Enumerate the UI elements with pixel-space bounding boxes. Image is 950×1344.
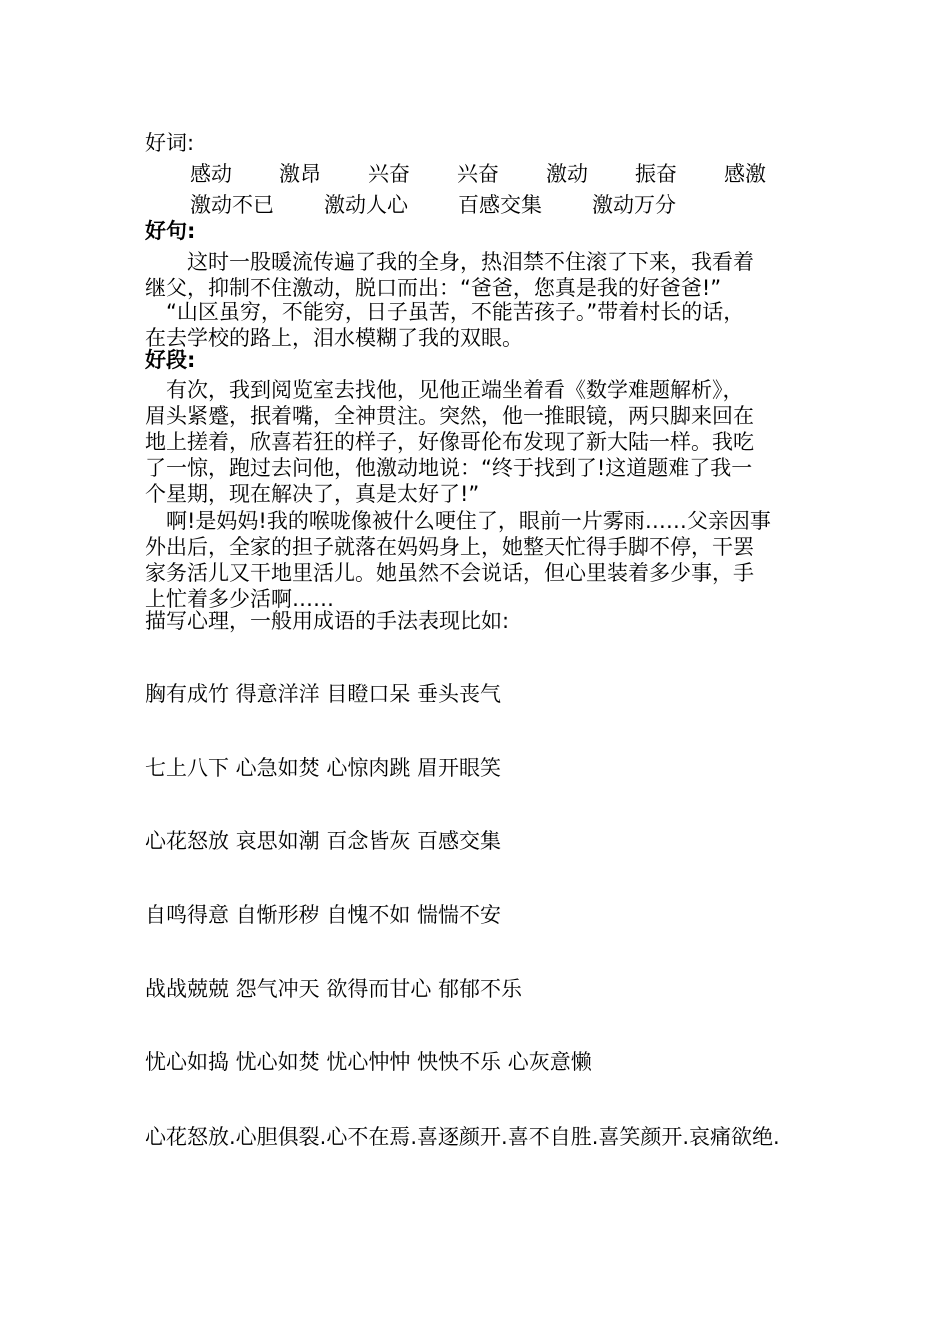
idiom-line: 心花怒放 哀思如潮 百念皆灰 百感交集 bbox=[145, 829, 502, 853]
paragraph-line: 啊!是妈妈!我的喉咙像被什么哽住了，眼前一片雾雨……父亲因事 bbox=[145, 509, 771, 533]
word-item: 激动人心 bbox=[324, 193, 408, 217]
word-item: 振奋 bbox=[635, 162, 677, 186]
word-item: 感动 bbox=[190, 162, 232, 186]
word-item: 激动 bbox=[546, 162, 588, 186]
idioms-intro: 描写心理，一般用成语的手法表现比如: bbox=[145, 609, 510, 633]
word-item: 兴奋 bbox=[457, 162, 499, 186]
word-item: 激昂 bbox=[279, 162, 321, 186]
idiom-line: 七上八下 心急如焚 心惊肉跳 眉开眼笑 bbox=[145, 756, 502, 780]
sentence-2 bbox=[145, 299, 810, 351]
paragraph-line: 有次，我到阅览室去找他，见他正端坐着看《数学难题解析》， bbox=[145, 378, 744, 402]
good-paragraphs-heading: 好段: bbox=[145, 348, 196, 372]
good-sentences-heading: 好句: bbox=[145, 219, 196, 243]
good-words-row-2 bbox=[190, 192, 676, 218]
sentence-line: “山区虽穷，不能穷，日子虽苦，不能苦孩子。”带着村长的话， bbox=[145, 300, 745, 324]
paragraph-1 bbox=[145, 377, 810, 507]
paragraph-line: 眉头紧蹙，抿着嘴，全神贯注。突然，他一推眼镜，两只脚来回在 bbox=[145, 404, 754, 428]
word-item: 激动不已 bbox=[190, 193, 274, 217]
sentence-line: 继父，抑制不住激动，脱口而出：“爸爸，您真是我的好爸爸!” bbox=[145, 276, 722, 300]
paragraph-line: 上忙着多少活啊…… bbox=[145, 587, 334, 611]
idiom-line: 胸有成竹 得意洋洋 目瞪口呆 垂头丧气 bbox=[145, 682, 502, 706]
word-item: 感激 bbox=[724, 162, 766, 186]
paragraph-2 bbox=[145, 508, 810, 612]
paragraph-line: 了一惊，跑过去问他，他激动地说：“终于找到了!这道题难了我一 bbox=[145, 456, 753, 480]
sentence-1 bbox=[145, 249, 810, 301]
paragraph-line: 家务活儿又干地里活儿。她虽然不会说话，但心里装着多少事，手 bbox=[145, 561, 754, 585]
idiom-line: 自鸣得意 自惭形秽 自愧不如 惴惴不安 bbox=[145, 903, 502, 927]
idiom-line: 战战兢兢 怨气冲天 欲得而甘心 郁郁不乐 bbox=[145, 977, 523, 1001]
sentence-line: 在去学校的路上，泪水模糊了我的双眼。 bbox=[145, 326, 523, 350]
word-item: 百感交集 bbox=[458, 193, 542, 217]
sentence-line: 这时一股暖流传遍了我的全身，热泪禁不住滚了下来，我看着 bbox=[145, 250, 754, 274]
idiom-line: 忧心如捣 忧心如焚 忧心忡忡 怏怏不乐 心灰意懒 bbox=[145, 1050, 592, 1074]
idiom-line: 心花怒放.心胆俱裂.心不在焉.喜逐颜开.喜不自胜.喜笑颜开.哀痛欲绝. bbox=[145, 1125, 780, 1149]
word-item: 激动万分 bbox=[592, 193, 676, 217]
good-words-row-1 bbox=[190, 161, 766, 187]
paragraph-line: 地上搓着，欣喜若狂的样子，好像哥伦布发现了新大陆一样。我吃 bbox=[145, 430, 754, 454]
word-item: 兴奋 bbox=[368, 162, 410, 186]
paragraph-line: 外出后，全家的担子就落在妈妈身上，她整天忙得手脚不停，干罢 bbox=[145, 535, 754, 559]
good-words-heading: 好词: bbox=[145, 131, 195, 155]
paragraph-line: 个星期，现在解决了，真是太好了!” bbox=[145, 482, 480, 506]
